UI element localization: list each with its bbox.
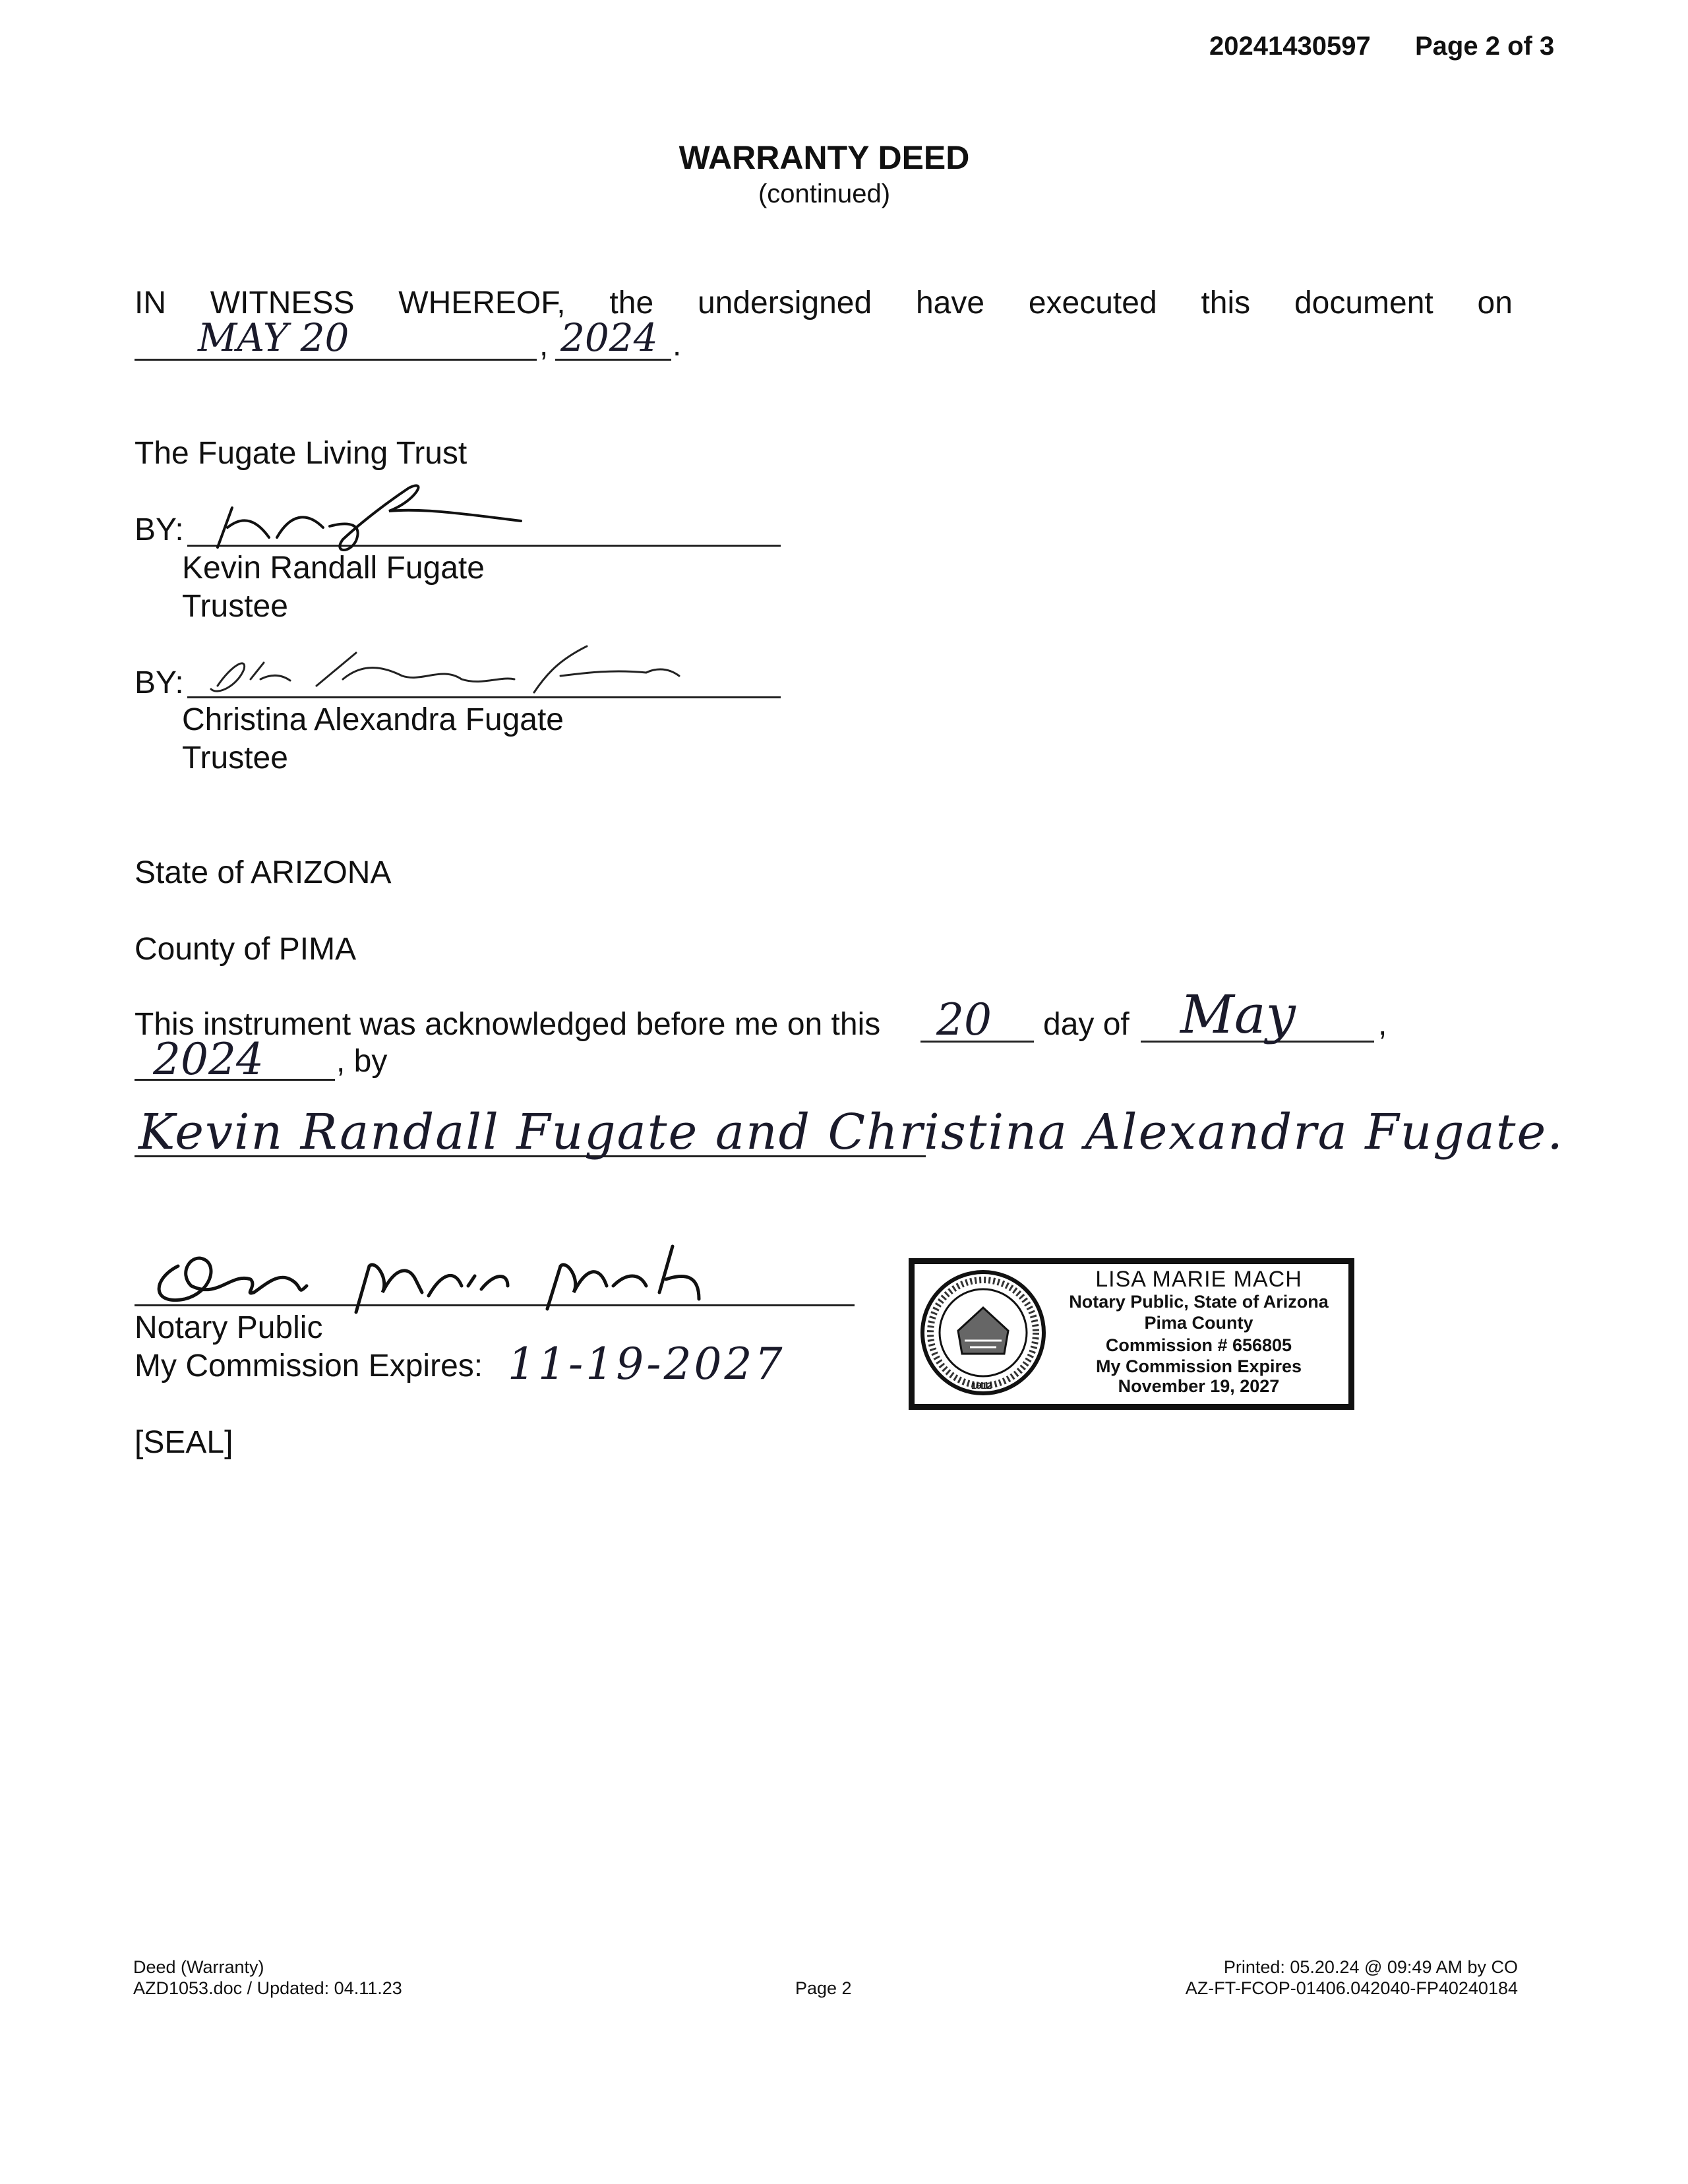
signer-name: Christina Alexandra Fugate	[182, 702, 564, 737]
witness-word: on	[1477, 286, 1513, 320]
document-title: WARRANTY DEED	[678, 139, 970, 176]
notary-stamp	[909, 1258, 1354, 1410]
notary-title: Notary Public	[135, 1310, 323, 1345]
witness-word: document	[1294, 286, 1433, 320]
page-indicator: Page 2 of 3	[1415, 32, 1555, 61]
seal-year: 1912	[971, 1380, 992, 1391]
stamp-line: My Commission Expires	[1095, 1356, 1302, 1376]
ack-year-handwritten: 2024	[153, 1034, 264, 1085]
ack-comma: ,	[1378, 1007, 1387, 1042]
ack-month-handwritten: May	[1180, 984, 1296, 1045]
witness-word: undersigned	[697, 286, 872, 320]
commission-expires-label: My Commission Expires:	[135, 1349, 483, 1383]
state-seal	[919, 1268, 1048, 1397]
venue-county: County of PIMA	[135, 932, 357, 967]
stamp-notary-name: LISA MARIE MACH	[1095, 1267, 1302, 1292]
stamp-line: Notary Public, State of Arizona	[1069, 1292, 1329, 1312]
trust-name: The Fugate Living Trust	[135, 436, 467, 471]
seal-placeholder: [SEAL]	[135, 1425, 233, 1460]
signer-role: Trustee	[182, 589, 288, 624]
footer-file-code: AZ-FT-FCOP-01406.042040-FP40240184	[1185, 1978, 1518, 1998]
witness-word: WHEREOF,	[398, 286, 566, 320]
witness-word: this	[1201, 286, 1251, 320]
execution-date-handwritten: MAY 20	[198, 315, 349, 360]
footer-printed: Printed: 05.20.24 @ 09:49 AM by CO	[1223, 1957, 1518, 1977]
signer-role: Trustee	[182, 741, 288, 775]
document-subtitle: (continued)	[758, 179, 891, 208]
commission-expires-handwritten: 11-19-2027	[508, 1339, 785, 1389]
execution-year-handwritten: 2024	[560, 315, 658, 360]
ack-names-handwritten: Kevin Randall Fugate and Christina Alexandra Fugate.	[138, 1104, 1564, 1161]
ack-day-of: day of	[1043, 1007, 1130, 1042]
by-label: BY:	[135, 512, 184, 547]
notary-signature	[138, 1240, 732, 1319]
witness-word: WITNESS	[210, 286, 355, 320]
recording-number: 20241430597	[1209, 32, 1371, 61]
witness-word: have	[915, 286, 985, 320]
witness-word: executed	[1028, 286, 1157, 320]
stamp-line: November 19, 2027	[1118, 1376, 1280, 1396]
venue-state: State of ARIZONA	[135, 855, 392, 890]
footer-form-name: Deed (Warranty)	[133, 1957, 264, 1977]
stamp-line: Pima County	[1144, 1313, 1253, 1333]
stamp-line: Commission # 656805	[1105, 1335, 1292, 1355]
footer-form-file: AZD1053.doc / Updated: 04.11.23	[133, 1978, 402, 1998]
by-label: BY:	[135, 665, 184, 700]
execution-comma: ,	[539, 328, 549, 363]
ack-text-before-day: This instrument was acknowledged before me on this	[135, 1007, 881, 1042]
ack-by: , by	[336, 1044, 388, 1079]
signer-name: Kevin Randall Fugate	[182, 551, 485, 586]
witness-word: IN	[135, 286, 166, 320]
footer-page-number: Page 2	[795, 1978, 852, 1998]
witness-word: the	[609, 286, 654, 320]
execution-period: .	[673, 328, 682, 363]
ack-day-handwritten: 20	[936, 994, 992, 1045]
